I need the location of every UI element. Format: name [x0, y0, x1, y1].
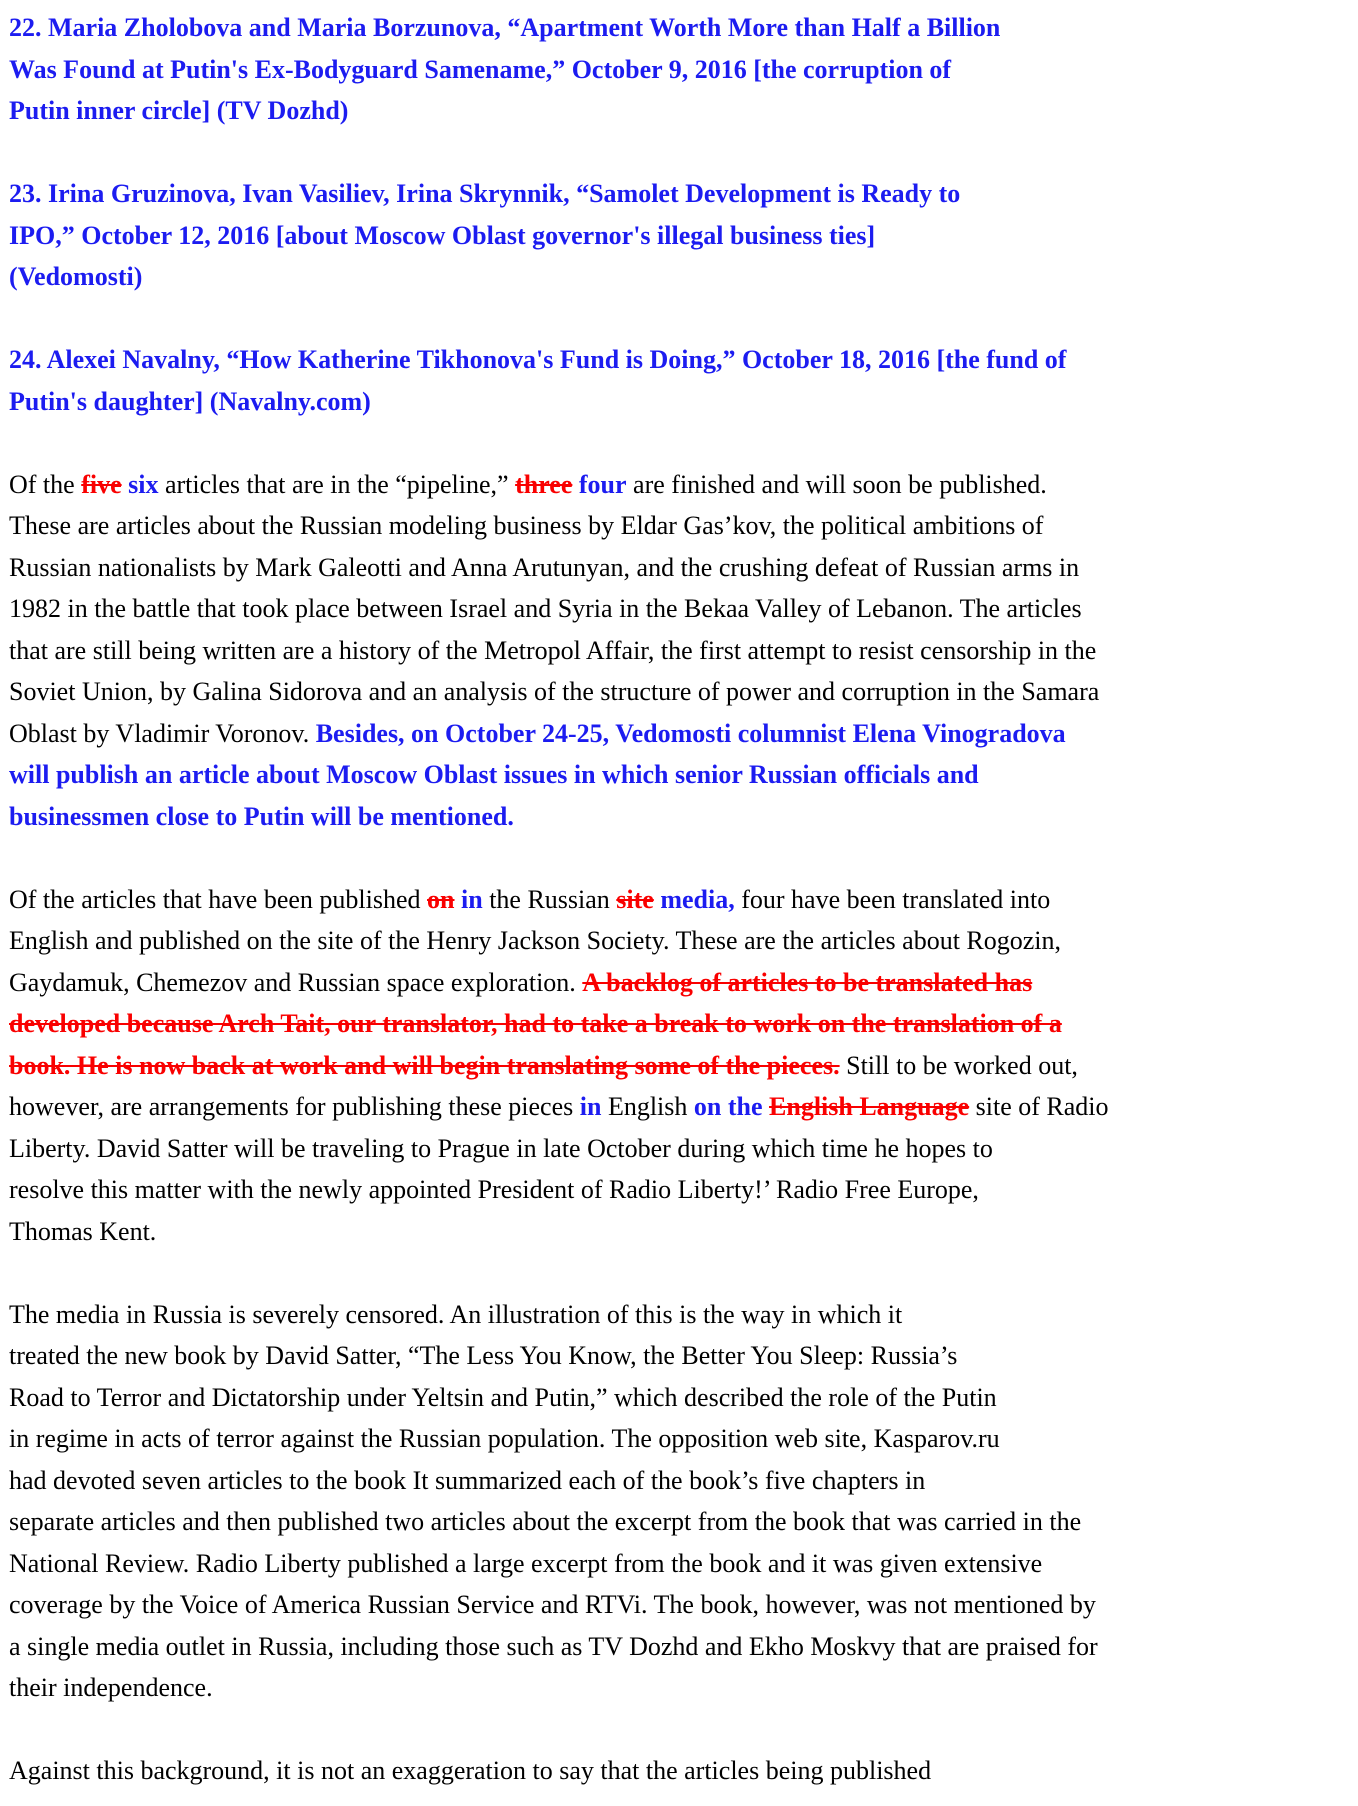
text-line [9, 1128, 1358, 1170]
inserted-text: Putin inner circle] (TV Dozhd) [9, 96, 349, 125]
inserted-text: Besides, on October 24-25, Vedomosti columnist Elena Vinogradova [315, 718, 1066, 748]
deleted-text: book. He is now back at work and will begin translating some of the pieces. [9, 1050, 840, 1080]
text-line [9, 1086, 1358, 1128]
inserted-text: businessmen close to Putin will be mentioned. [9, 801, 514, 831]
text-line [9, 588, 1358, 630]
text-line [9, 7, 1358, 49]
text-run: the Russian [482, 884, 617, 914]
paragraph-pipeline-articles [9, 464, 1358, 838]
text-line [9, 505, 1358, 547]
text-run: are finished and will soon be published. [626, 469, 1047, 499]
inserted-text: in [461, 884, 483, 914]
text-run: had devoted seven articles to the book It summarized each of the book’s five chapters in [9, 1465, 926, 1495]
inserted-text: media, [660, 884, 735, 914]
text-line [9, 920, 1358, 962]
deleted-text: site [616, 884, 654, 914]
inserted-text: 22. Maria Zholobova and Maria Borzunova, “Apartment Worth More than Half a Billion [9, 13, 1001, 42]
text-line [9, 1045, 1358, 1087]
text-line [9, 1750, 1358, 1792]
text-line [9, 1335, 1358, 1377]
text-run: their independence. [9, 1673, 213, 1702]
deleted-text: developed because Arch Tait, our translator, had to take a break to work on the translation of a [9, 1009, 1062, 1038]
text-line [9, 1169, 1358, 1211]
text-run: that are still being written are a history of the Metropol Affair, the first attempt to resist censorship in the [9, 635, 1097, 665]
text-run: These are articles about the Russian modeling business by Eldar Gas’kov, the political ambitions of [9, 511, 1044, 540]
text-line [9, 1211, 1358, 1253]
citation-item-22 [9, 7, 1358, 132]
paragraph-closing [9, 1750, 1358, 1792]
inserted-text: (Vedomosti) [9, 262, 143, 291]
text-line [9, 1003, 1358, 1045]
text-line [9, 962, 1358, 1004]
text-line [9, 1501, 1358, 1543]
deleted-text: three [515, 469, 573, 499]
text-run: articles that are in the “pipeline,” [158, 469, 516, 499]
text-line [9, 90, 1358, 132]
text-line [9, 1626, 1358, 1668]
text-run: a single media outlet in Russia, including those such as TV Dozhd and Ekho Moskvy that are praised for [9, 1631, 1098, 1661]
inserted-text: 23. Irina Gruzinova, Ivan Vasiliev, Irina Skrynnik, “Samolet Development is Ready to [9, 179, 961, 208]
deleted-text: English Language [769, 1092, 970, 1121]
document-body [9, 7, 1358, 1792]
text-run: Road to Terror and Dictatorship under Yeltsin and Putin,” which described the role of the Putin [9, 1382, 997, 1412]
citation-item-23 [9, 173, 1358, 298]
text-line [9, 1377, 1358, 1419]
text-run: Liberty. David Satter will be traveling to Prague in late October during which time he hopes to [9, 1133, 993, 1163]
text-line [9, 1294, 1358, 1336]
deleted-text: five [81, 469, 122, 499]
paragraph-translations [9, 879, 1358, 1253]
text-line [9, 256, 1358, 298]
text-run: four have been translated into [734, 884, 1051, 914]
text-run: The media in Russia is severely censored. An illustration of this is the way in which it [9, 1299, 903, 1329]
text-run: Soviet Union, by Galina Sidorova and an analysis of the structure of power and corruption in the Samara [9, 677, 1100, 706]
text-run: however, are arrangements for publishing these pieces [9, 1092, 580, 1121]
inserted-text: four [578, 469, 627, 499]
text-line [9, 1418, 1358, 1460]
text-line [9, 754, 1358, 796]
text-run: Thomas Kent. [9, 1216, 157, 1246]
text-run: resolve this matter with the newly appointed President of Radio Liberty!’ Radio Free Europe, [9, 1175, 979, 1204]
text-run: Still to be worked out, [839, 1050, 1078, 1080]
text-run: coverage by the Voice of America Russian Service and RTVi. The book, however, was not mentioned by [9, 1590, 1096, 1619]
inserted-text: in [579, 1092, 602, 1121]
deleted-text: A backlog of articles to be translated has [582, 967, 1033, 997]
text-run: separate articles and then published two articles about the excerpt from the book that was carried in the [9, 1507, 1082, 1536]
deleted-text: on [427, 884, 455, 914]
text-line [9, 1584, 1358, 1626]
text-run: in regime in acts of terror against the Russian population. The opposition web site, Kasparov.ru [9, 1424, 1000, 1453]
inserted-text: Was Found at Putin's Ex-Bodyguard Samename,” October 9, 2016 [the corruption of [9, 54, 952, 84]
text-line [9, 713, 1358, 755]
text-run: 1982 in the battle that took place between Israel and Syria in the Bekaa Valley of Lebanon. The articles [9, 594, 1082, 623]
text-line [9, 879, 1358, 921]
text-run: National Review. Radio Liberty published a large excerpt from the book and it was given extensive [9, 1548, 1043, 1578]
text-line [9, 173, 1358, 215]
inserted-text: six [128, 469, 159, 499]
inserted-text: IPO,” October 12, 2016 [about Moscow Oblast governor's illegal business ties] [9, 220, 876, 250]
text-run: English [601, 1092, 694, 1121]
inserted-text: Putin's daughter] (Navalny.com) [9, 386, 371, 416]
inserted-text: 24. Alexei Navalny, “How Katherine Tikhonova's Fund is Doing,” October 18, 2016 [the fund of [9, 345, 1067, 374]
text-line [9, 381, 1358, 423]
text-line [9, 630, 1358, 672]
text-run: Of the [9, 469, 82, 499]
text-run: site of Radio [969, 1092, 1109, 1121]
text-line [9, 49, 1358, 91]
inserted-text: on the [693, 1092, 763, 1121]
text-line [9, 671, 1358, 713]
text-line [9, 215, 1358, 257]
text-line [9, 1460, 1358, 1502]
citation-item-24 [9, 339, 1358, 422]
text-line [9, 547, 1358, 589]
text-run: Russian nationalists by Mark Galeotti and Anna Arutunyan, and the crushing defeat of Russian arms in [9, 552, 1080, 582]
text-line [9, 1667, 1358, 1709]
text-line [9, 1543, 1358, 1585]
text-run: English and published on the site of the Henry Jackson Society. These are the articles about Rogozin, [9, 926, 1062, 955]
text-line [9, 339, 1358, 381]
text-run: treated the new book by David Satter, “The Less You Know, the Better You Sleep: Russia’s [9, 1341, 958, 1370]
text-line [9, 796, 1358, 838]
inserted-text: will publish an article about Moscow Oblast issues in which senior Russian officials and [9, 760, 979, 789]
text-line [9, 464, 1358, 506]
text-run: Gaydamuk, Chemezov and Russian space exploration. [9, 967, 583, 997]
text-run: Of the articles that have been published [9, 884, 428, 914]
paragraph-censorship [9, 1294, 1358, 1709]
text-run: Oblast by Vladimir Voronov. [9, 718, 316, 748]
text-run: Against this background, it is not an exaggeration to say that the articles being published [9, 1756, 932, 1785]
